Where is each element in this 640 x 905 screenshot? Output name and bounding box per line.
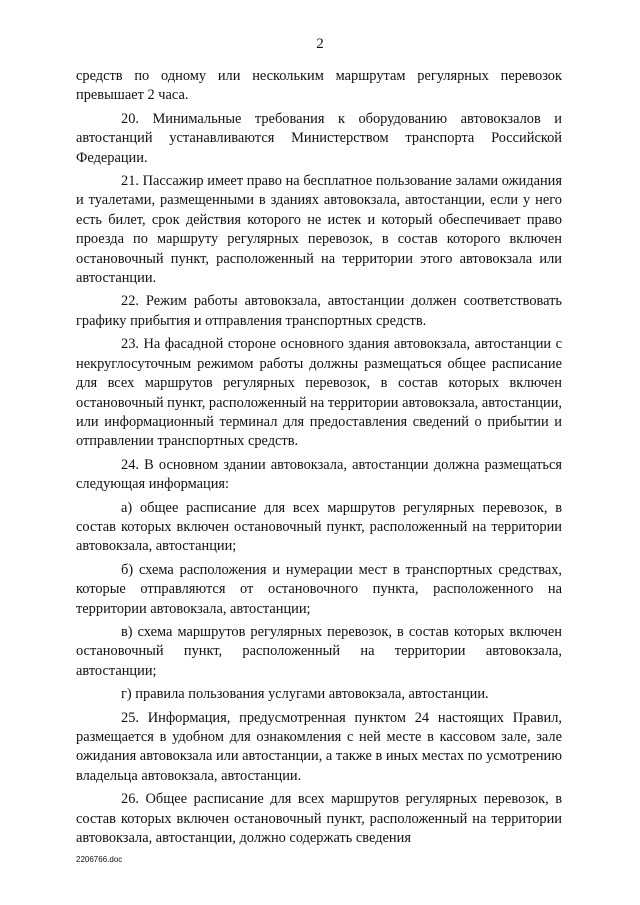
page-number: 2 (316, 36, 324, 52)
paragraph-item-25: 25. Информация, предусмотренная пунктом 24 настоящих Правил, размещается в удобном для ознакомления с ней месте в кассовом зале, зале ожидания автовокзала или автостанции, а также в иных местах по усмотрению владельца автовокзала, автостанции. (76, 709, 562, 784)
paragraph-item-20: 20. Минимальные требования к оборудованию автовокзалов и автостанций устанавливаются Министерством транспорта Российской Федерации. (76, 110, 562, 166)
paragraph-item-24: 24. В основном здании автовокзала, автостанции должна размещаться следующая информация: (76, 456, 562, 493)
paragraph-item-22: 22. Режим работы автовокзала, автостанции должен соответствовать графику прибытия и отправления транспортных средств. (76, 293, 562, 329)
paragraph-continuation: средств по одному или нескольким маршрутам регулярных перевозок превышает 2 часа. (76, 68, 562, 104)
paragraph-subitem-b: б) схема расположения и нумерации мест в транспортных средствах, которые отправляются от остановочного пункта, расположенного на территории автовокзала, автостанции; (76, 561, 562, 617)
footer-filename: 2206766.doc (76, 855, 123, 864)
paragraph-subitem-g: г) правила пользования услугами автовокзала, автостанции. (121, 686, 489, 703)
paragraph-item-21: 21. Пассажир имеет право на бесплатное пользование залами ожидания и туалетами, размещенными в зданиях автовокзала, автостанции, если у него есть билет, срок действия которого не истек и который обеспечивает право проезда по маршруту регулярных перевозок, в состав которого включен остановочный пункт, расположенный на территории этого автовокзала или автостанции. (76, 173, 562, 287)
paragraph-subitem-a: а) общее расписание для всех маршрутов регулярных перевозок, в состав которых включен остановочный пункт, расположенный на территории автовокзала, автостанции; (76, 499, 562, 555)
paragraph-item-26: 26. Общее расписание для всех маршрутов регулярных перевозок, в состав которых включен остановочный пункт, расположенный на территории автовокзала, автостанции, должно содержать сведения (76, 791, 562, 847)
paragraph-subitem-v: в) схема маршрутов регулярных перевозок, в состав которых включен остановочный пункт, расположенный на территории автовокзала, автостанции; (76, 623, 562, 679)
document-body (76, 67, 562, 852)
paragraph-item-23: 23. На фасадной стороне основного здания автовокзала, автостанции с некруглосуточным режимом работы должны размещаться общее расписание для всех маршрутов регулярных перевозок, в состав которых включен остановочный пункт, расположенный на территории автовокзала, автостанции, или информационный терминал для предоставления сведений о прибытии и отправлении транспортных средств. (76, 336, 562, 450)
